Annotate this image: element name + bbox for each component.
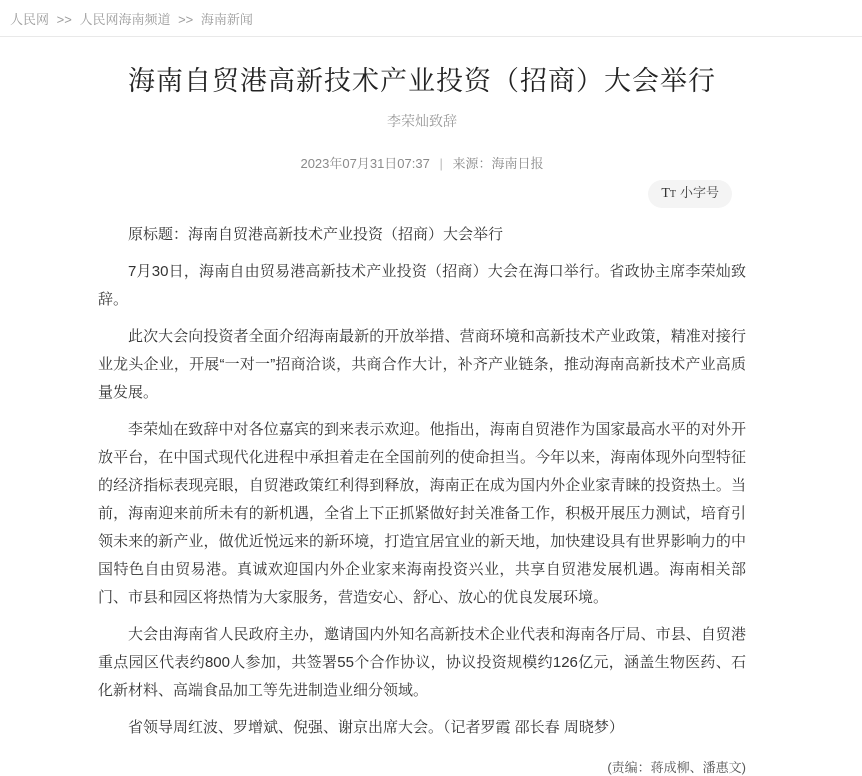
source-name: 海南日报 — [491, 155, 544, 171]
article-paragraph: 李荣灿在致辞中对各位嘉宾的到来表示欢迎。他指出，海南自贸港作为国家最高水平的对外开放平台，在中国式现代化进程中承担着走在全国前列的使命担当。今年以来，海南体现外向型特征的经济指标表现亮眼，自贸港政策红利得到释放，海南正在成为国内外企业家青睐的投资热土。当前，海南迎来前所未有的新机遇，全省上下正抓紧做好封关准备工作，积极开展压力测试，培育引领未来的新产业，做优近悦远来的新环境，打造宜居宜业的新天地，加快建设具有世界影响力的中国特色自由贸易港。真诚欢迎国内外企业家来海南投资兴业，共享自贸港发展机遇。海南相关部门、市县和园区将热情为大家服务，营造安心、舒心、放心的优良发展环境。 — [98, 420, 746, 606]
article-paragraph: 省领导周红波、罗增斌、倪强、谢京出席大会。（记者罗霞 邵长春 周晓梦） — [128, 718, 624, 736]
article-content-column — [98, 65, 746, 776]
breadcrumb-item-home[interactable]: 人民网 — [10, 12, 50, 27]
article-subtitle: 李荣灿致辞 — [387, 112, 457, 129]
article-paragraph: 7月30日，海南自由贸易港高新技术产业投资（招商）大会在海口举行。省政协主席李荣灿致辞。 — [98, 262, 746, 308]
source-label: 来源： — [452, 155, 492, 171]
breadcrumb-separator: >> — [56, 12, 72, 27]
breadcrumb-item-hainan-channel[interactable]: 人民网海南频道 — [79, 12, 171, 27]
breadcrumb-item-hainan-news[interactable]: 海南新闻 — [200, 12, 253, 27]
font-size-label: 小字号 — [679, 184, 719, 200]
article-paragraph: 原标题：海南自贸港高新技术产业投资（招商）大会举行 — [128, 225, 504, 243]
publish-date: 2023年07月31日07:37 — [300, 155, 430, 171]
font-size-icon: T — [661, 185, 670, 201]
article-toolbar — [98, 180, 746, 208]
editor-note: (责编：蒋成柳、潘惠文) — [607, 759, 746, 775]
article-paragraph: 大会由海南省人民政府主办，邀请国内外知名高新技术企业代表和海南各厅局、市县、自贸港重点园区代表约800人参加，共签署55个合作协议，协议投资规模约126亿元，涵盖生物医药、石化新材料、高端食品加工等先进制造业细分领域。 — [98, 625, 746, 699]
font-size-icon-small: T — [669, 188, 676, 200]
article-body — [98, 221, 746, 742]
breadcrumb — [0, 0, 862, 37]
meta-separator: | — [439, 155, 443, 171]
breadcrumb-separator: >> — [178, 12, 194, 27]
font-size-button[interactable] — [648, 180, 732, 208]
article-paragraph: 此次大会向投资者全面介绍海南最新的开放举措、营商环境和高新技术产业政策，精准对接行业龙头企业，开展“一对一”招商洽谈，共商合作大计，补齐产业链条，推动海南高新技术产业高质量发展。 — [98, 327, 746, 401]
article-title: 海南自贸港高新技术产业投资（招商）大会举行 — [128, 66, 716, 96]
article-meta — [98, 153, 746, 172]
